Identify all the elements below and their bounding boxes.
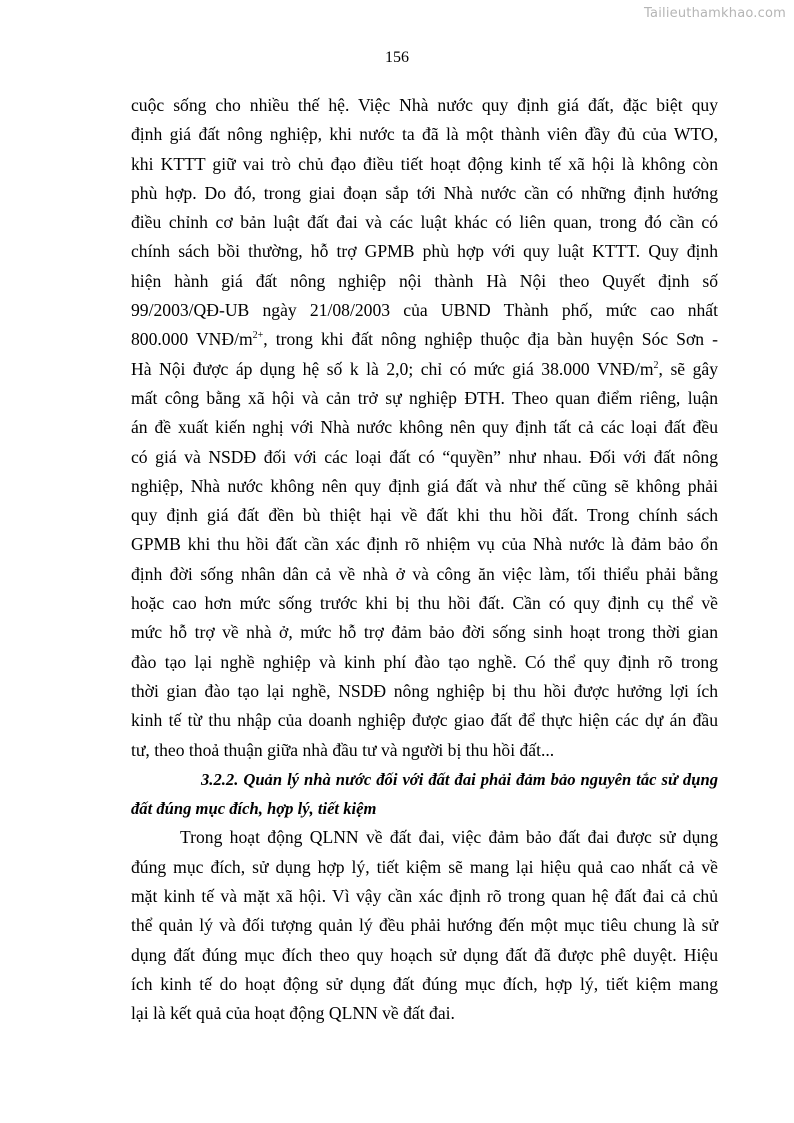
text-line: khi KTTT giữ vai trò chủ đạo điều tiết hoạt động kinh tế xã hội là không còn [131, 153, 718, 174]
text-line: đào tạo lại nghề nghiệp và kinh phí đào tạo nghề. Có thể quy định rõ trong [131, 651, 718, 672]
text-line: định giá đất nông nghiệp, khi nước ta đã là một thành viên đầy đủ của WTO, [131, 124, 718, 145]
text-line: hiện hành giá đất nông nghiệp nội thành Hà Nội theo Quyết định số [131, 270, 718, 291]
text-line: nghiệp, Nhà nước không nên quy định giá đất và như thế cũng sẽ không phải [131, 475, 718, 496]
text-line: phù hợp. Do đó, trong giai đoạn sắp tới Nhà nước cần có những định hướng [131, 182, 718, 203]
document-body [131, 91, 718, 1029]
text-line: thời gian đào tạo lại nghề, NSDĐ nông nghiệp bị thu hồi được hưởng lợi ích [131, 680, 718, 701]
text-line: dụng đất đúng mục đích theo quy hoạch sử dụng đất đã được phê duyệt. Hiệu [131, 944, 718, 965]
text-segment: , sẽ gây [658, 358, 718, 379]
heading-line: 3.2.2. Quản lý nhà nước đối với đất đai phải đảm bảo nguyên tắc sử dụng [201, 769, 718, 789]
text-line: cuộc sống cho nhiều thế hệ. Việc Nhà nước quy định giá đất, đặc biệt quy [131, 95, 718, 115]
paragraph-2 [131, 823, 718, 1028]
text-line: 99/2003/QĐ-UB ngày 21/08/2003 của UBND Thành phố, mức cao nhất [131, 300, 718, 321]
text-line [131, 355, 718, 384]
watermark: Tailieuthamkhao.com [644, 6, 786, 21]
paragraph-1 [131, 91, 718, 765]
page-number: 156 [385, 49, 409, 66]
text-line: ích kinh tế do hoạt động sử dụng đất đúng mục đích, hợp lý, tiết kiệm mang [131, 973, 718, 994]
text-line: mặt kinh tế và mặt xã hội. Vì vậy cần xác định rõ trong quan hệ đất đai cả chủ [131, 886, 718, 907]
section-heading [131, 765, 718, 824]
text-line: Trong hoạt động QLNN về đất đai, việc đảm bảo đất đai được sử dụng [180, 827, 718, 848]
text-line: định đời sống nhân dân cả về nhà ở và công ăn việc làm, tối thiểu phải bằng [131, 563, 718, 584]
text-line: thể quản lý và đối tượng quản lý đều phải hướng đến một mục tiêu chung là sử [131, 915, 718, 936]
text-line: mức hỗ trợ về nhà ở, mức hỗ trợ đảm bảo đời sống sinh hoạt trong thời gian [131, 622, 718, 643]
text-segment: , trong khi đất nông nghiệp thuộc địa bàn huyện Sóc Sơn - [263, 329, 718, 350]
text-segment: 800.000 VNĐ/m [131, 329, 253, 350]
text-segment: Hà Nội được áp dụng hệ số k là 2,0; chỉ có mức giá 38.000 VNĐ/m [131, 358, 654, 379]
text-line: mất công bằng xã hội và cản trở sự nghiệp ĐTH. Theo quan điểm riêng, luận [131, 387, 718, 408]
text-line: đúng mục đích, sử dụng hợp lý, tiết kiệm sẽ mang lại hiệu quả cao nhất cả về [131, 856, 718, 877]
heading-line: đất đúng mục đích, hợp lý, tiết kiệm [131, 799, 377, 819]
text-line: hoặc cao hơn mức sống trước khi bị thu hồi đất. Cần có quy định cụ thể về [131, 593, 718, 614]
text-line: quy định giá đất đền bù thiệt hại về đất khi thu hồi đất. Trong chính sách [131, 505, 718, 526]
text-line: án đề xuất kiến nghị với Nhà nước không nên quy định tất cả các loại đất đều [131, 417, 718, 438]
text-line: điều chỉnh cơ bản luật đất đai và các luật khác có liên quan, trong đó cần có [131, 212, 718, 233]
text-line: kinh tế từ thu nhập của doanh nghiệp được giao đất để thực hiện các dự án đầu [131, 710, 718, 731]
text-line: tư, theo thoả thuận giữa nhà đầu tư và người bị thu hồi đất... [131, 739, 555, 760]
superscript: 2+ [252, 330, 264, 342]
text-line [131, 325, 718, 354]
text-line: có giá và NSDĐ đối với các loại đất có “quyền” như nhau. Đối với đất nông [131, 446, 718, 467]
text-line: GPMB khi thu hồi đất cần xác định rõ nhiệm vụ của Nhà nước là đảm bảo ổn [131, 534, 718, 555]
superscript: 2 [653, 359, 659, 371]
text-line: chính sách bồi thường, hỗ trợ GPMB phù hợp với quy luật KTTT. Quy định [131, 241, 718, 262]
text-line: lại là kết quả của hoạt động QLNN về đất đai. [131, 1003, 455, 1024]
